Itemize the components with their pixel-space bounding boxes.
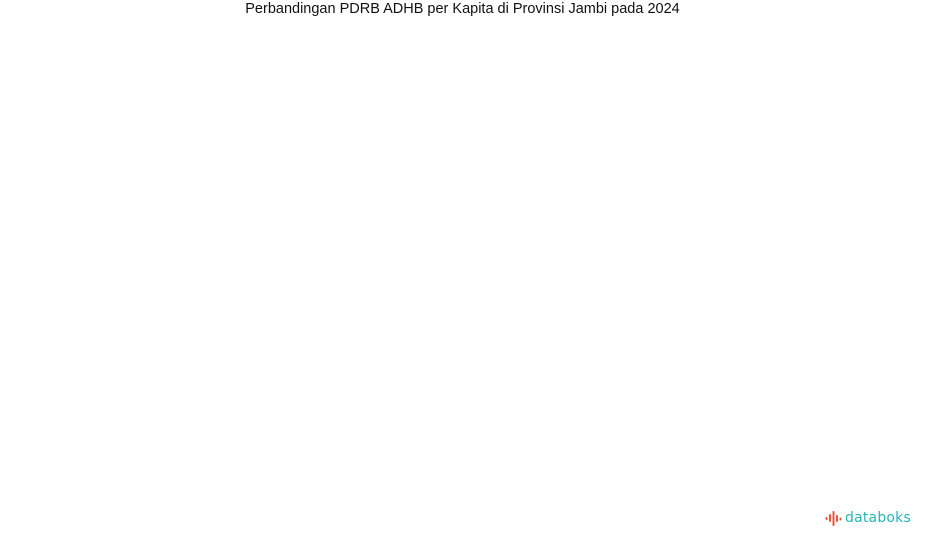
- chart-title: Perbandingan PDRB ADHB per Kapita di Provinsi Jambi pada 2024: [245, 1, 680, 17]
- brand-name: databoks: [845, 510, 911, 526]
- databoks-logo[interactable]: [825, 508, 911, 528]
- databoks-logo-icon: [825, 509, 843, 527]
- plot-area: [0, 24, 925, 494]
